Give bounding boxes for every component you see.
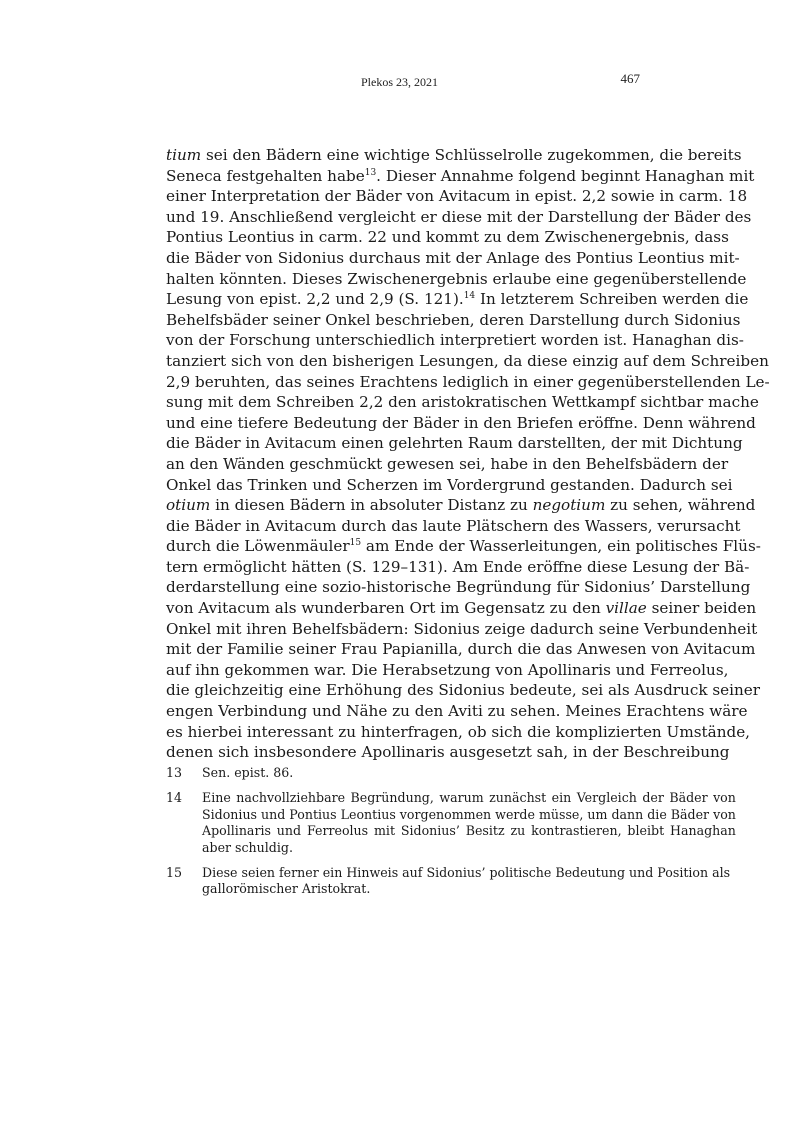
text-line: Seneca festgehalten habe$^{13}$. Dieser Annahme folgend beginnt Hanaghan mit [166, 166, 755, 185]
footnote-text: Eine nachvollziehbare Begründung, warum zunächst ein Vergleich der Bäder von Sidonius und Pontius Leontius vorgenommen werde müsse, um dann die Bäder von Apollinaris und Ferreolus mit Sidonius’ Besitz zu kontrastieren, bleibt Hanaghan aber schuldig. [202, 790, 736, 855]
italic-term: otium [166, 496, 211, 515]
text-line: die Bäder in Avitacum durch das laute Plätschern des Wassers, verursacht [166, 516, 741, 535]
italic-term: tium [166, 146, 202, 164]
text-line: Lesung von epist. 2,2 und 2,9 (S. 121).$^{14}$ In letzterem Schreiben werden die [166, 290, 749, 309]
footnote-number: 15 [166, 865, 183, 881]
text-line: Pontius Leontius in carm. 22 und kommt zu dem Zwischenergebnis, dass [166, 228, 729, 247]
text-line: mit der Familie seiner Frau Papianilla, durch die das Anwesen von Avitacum [166, 640, 756, 659]
text-line: die Bäder von Sidonius durchaus mit der Anlage des Pontius Leontius mit- [166, 248, 740, 267]
running-head: Plekos 23, 2021 [360, 75, 438, 89]
text-line: halten könnten. Dieses Zwischenergebnis erlaube eine gegenüberstellende [166, 269, 747, 288]
footnote [166, 865, 731, 898]
text-line: Behelfsbäder seiner Onkel beschrieben, deren Darstellung durch Sidonius [166, 310, 741, 329]
text-line: tanziert sich von den bisherigen Lesungen, da diese einzig auf dem Schreiben [166, 351, 769, 370]
text-line: otium in diesen Bädern in absoluter Distanz zu negotium zu sehen, während [166, 496, 756, 515]
text-line: sung mit dem Schreiben 2,2 den aristokratischen Wettkampf sichtbar mache [166, 393, 759, 412]
footnote-ref[interactable]: 13 [364, 167, 377, 178]
text-line: einer Interpretation der Bäder von Avitacum in epist. 2,2 sowie in carm. 18 [166, 187, 748, 206]
page-number: 467 [620, 71, 640, 86]
text-line: auf ihn gekommen war. Die Herabsetzung von Apollinaris und Ferreolus, [166, 660, 729, 679]
text-line: Onkel das Trinken und Scherzen im Vordergrund gestanden. Dadurch sei [166, 475, 733, 494]
italic-term: villae [605, 599, 647, 618]
footnote-number: 13 [166, 765, 183, 780]
text-line: und eine tiefere Bedeutung der Bäder in den Briefen eröffne. Denn während [166, 413, 756, 432]
text-line: die gleichzeitig eine Erhöhung des Sidonius bedeute, sei als Ausdruck seiner [166, 681, 761, 700]
text-line: tium sei den Bädern eine wichtige Schlüsselrolle zugekommen, die bereits [166, 146, 742, 164]
body-text [166, 145, 770, 763]
text-line: derdarstellung eine sozio-historische Begründung für Sidonius’ Darstellung [166, 578, 751, 597]
footnote-ref[interactable]: 15 [349, 538, 362, 549]
text-line: tern ermöglicht hätten (S. 129–131). Am Ende eröffne diese Lesung der Bä- [166, 557, 750, 576]
text-line: von der Forschung unterschiedlich interpretiert worden ist. Hanaghan dis- [166, 331, 744, 350]
text-line: engen Verbindung und Nähe zu den Aviti zu sehen. Meines Erachtens wäre [166, 702, 748, 721]
text-line: denen sich insbesondere Apollinaris ausgesetzt sah, in der Beschreibung [166, 743, 730, 762]
text-line: durch die Löwenmäuler$^{15}$ am Ende der Wasserleitungen, ein politisches Flüs- [166, 537, 761, 556]
footnote-ref[interactable]: 14 [463, 291, 476, 302]
text-line: die Bäder in Avitacum einen gelehrten Raum darstellten, der mit Dichtung [166, 434, 743, 453]
text-line: von Avitacum als wunderbaren Ort im Gegensatz zu den villae seiner beiden [166, 599, 757, 618]
footnotes [166, 765, 736, 907]
footnote-number: 14 [166, 790, 183, 806]
footnote [166, 765, 640, 781]
footnote [166, 790, 736, 856]
footnote-text: Sen. epist. 86. [202, 765, 294, 780]
footnote-text: Diese seien ferner ein Hinweis auf Sidonius’ politische Bedeutung und Position als gallorömischer Aristokrat. [202, 865, 731, 897]
italic-term: negotium [532, 496, 606, 515]
text-line: Onkel mit ihren Behelfsbädern: Sidonius zeige dadurch seine Verbundenheit [166, 619, 758, 638]
text-line: es hierbei interessant zu hinterfragen, ob sich die komplizierten Umstände, [166, 722, 751, 741]
text-line: und 19. Anschließend vergleicht er diese mit der Darstellung der Bäder des [166, 207, 752, 226]
text-line: an den Wänden geschmückt gewesen sei, habe in den Behelfsbädern der [166, 454, 729, 473]
text-line: 2,9 beruhten, das seines Erachtens lediglich in einer gegenüberstellenden Le- [166, 372, 770, 391]
